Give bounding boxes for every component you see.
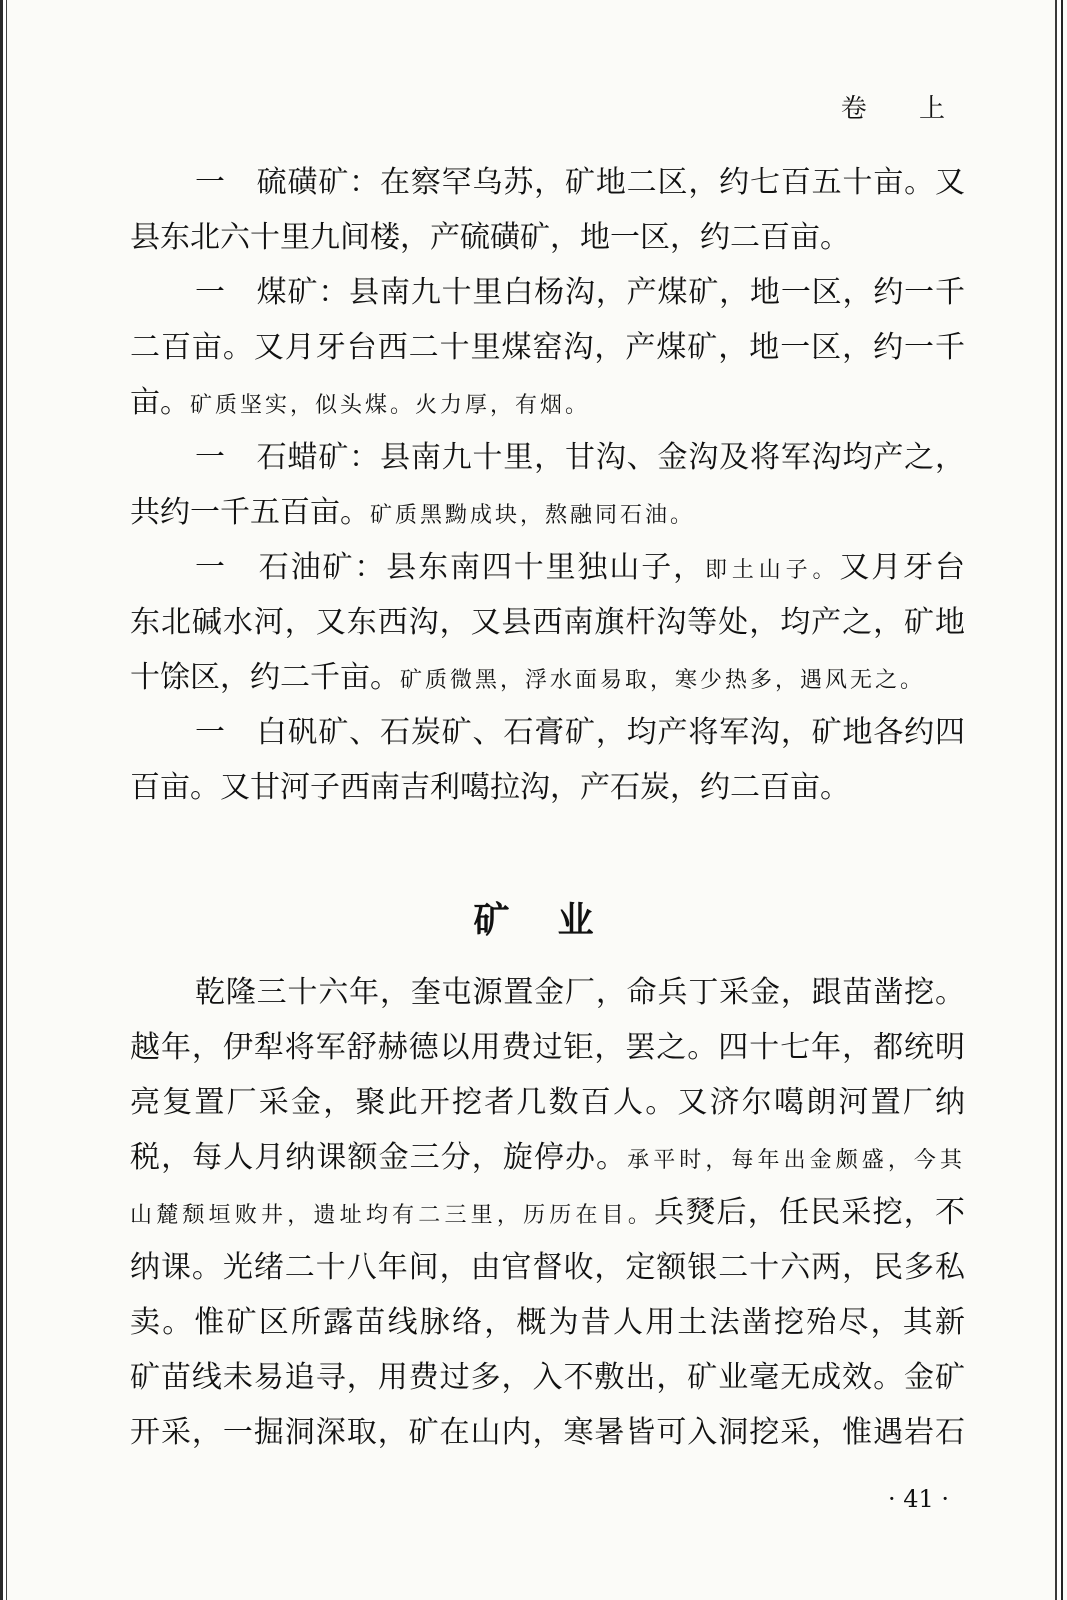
text-line: 乾隆三十六年，奎屯源置金厂，命兵丁采金，跟苗凿挖。 — [195, 975, 965, 1010]
text-line: 税，每人月纳课额金三分，旋停办。承平时，每年出金颇盛，今其 — [130, 1140, 965, 1175]
text-line: 越年，伊犁将军舒赫德以用费过钜，罢之。四十七年，都统明 — [130, 1030, 965, 1065]
section-heading: 矿业 — [473, 899, 642, 941]
text-line: 县东北六十里九间楼，产硫磺矿，地一区，约二百亩。 — [130, 220, 850, 255]
text-line: 一 白矾矿、石炭矿、石膏矿，均产将军沟，矿地各约四 — [195, 715, 965, 750]
text-line: 开采，一掘洞深取，矿在山内，寒暑皆可入洞挖采，惟遇岩石 — [130, 1415, 965, 1450]
running-head: 卷 上 — [840, 94, 967, 124]
text-line: 东北碱水河，又东西沟，又县西南旗杆沟等处，均产之，矿地 — [130, 605, 965, 640]
text-line: 亮复置厂采金，聚此开挖者几数百人。又济尔噶朗河置厂纳 — [130, 1085, 965, 1120]
text-line: 十馀区，约二千亩。矿质微黑，浮水面易取，寒少热多，遇风无之。 — [130, 660, 926, 695]
text-line: 百亩。又甘河子西南吉利噶拉沟，产石炭，约二百亩。 — [130, 770, 850, 805]
annotation-note: 矿质坚实，似头煤。火力厚，有烟。 — [190, 393, 591, 418]
text-line: 纳课。光绪二十八年间，由官督收，定额银二十六两，民多私 — [130, 1250, 965, 1285]
text-line: 卖。惟矿区所露苗线脉络，概为昔人用土法凿挖殆尽，其新 — [130, 1305, 965, 1340]
scan-edge-left — [0, 0, 10, 1600]
text-line: 二百亩。又月牙台西二十里煤窑沟，产煤矿，地一区，约一千 — [130, 330, 965, 365]
scan-edge-right — [1043, 0, 1067, 1600]
text-line: 共约一千五百亩。矿质黑黝成块，熬融同石油。 — [130, 495, 696, 530]
annotation-note: 矿质黑黝成块，熬融同石油。 — [370, 503, 696, 528]
text-line: 亩。矿质坚实，似头煤。火力厚，有烟。 — [130, 385, 591, 420]
text-line: 一 硫磺矿：在察罕乌苏，矿地二区，约七百五十亩。又 — [195, 165, 965, 200]
text-line: 一 煤矿：县南九十里白杨沟，产煤矿，地一区，约一千 — [195, 275, 965, 310]
annotation-note: 承平时，每年出金颇盛，今其 — [627, 1148, 965, 1173]
text-line: 一 石蜡矿：县南九十里，甘沟、金沟及将军沟均产之， — [195, 440, 965, 475]
annotation-note: 山麓颓垣败井，遗址均有二三里，历历在目。 — [130, 1203, 655, 1228]
text-line: 一 石油矿：县东南四十里独山子，即土山子。又月牙台 — [195, 550, 965, 585]
text-line: 矿苗线未易追寻，用费过多，入不敷出，矿业毫无成效。金矿 — [130, 1360, 965, 1395]
page-number: · 41 · — [887, 1485, 949, 1513]
annotation-note: 矿质微黑，浮水面易取，寒少热多，遇风无之。 — [400, 668, 926, 693]
annotation-note: 即土山子。 — [705, 558, 840, 583]
text-line: 山麓颓垣败井，遗址均有二三里，历历在目。兵燹后，任民采挖，不 — [130, 1195, 965, 1230]
